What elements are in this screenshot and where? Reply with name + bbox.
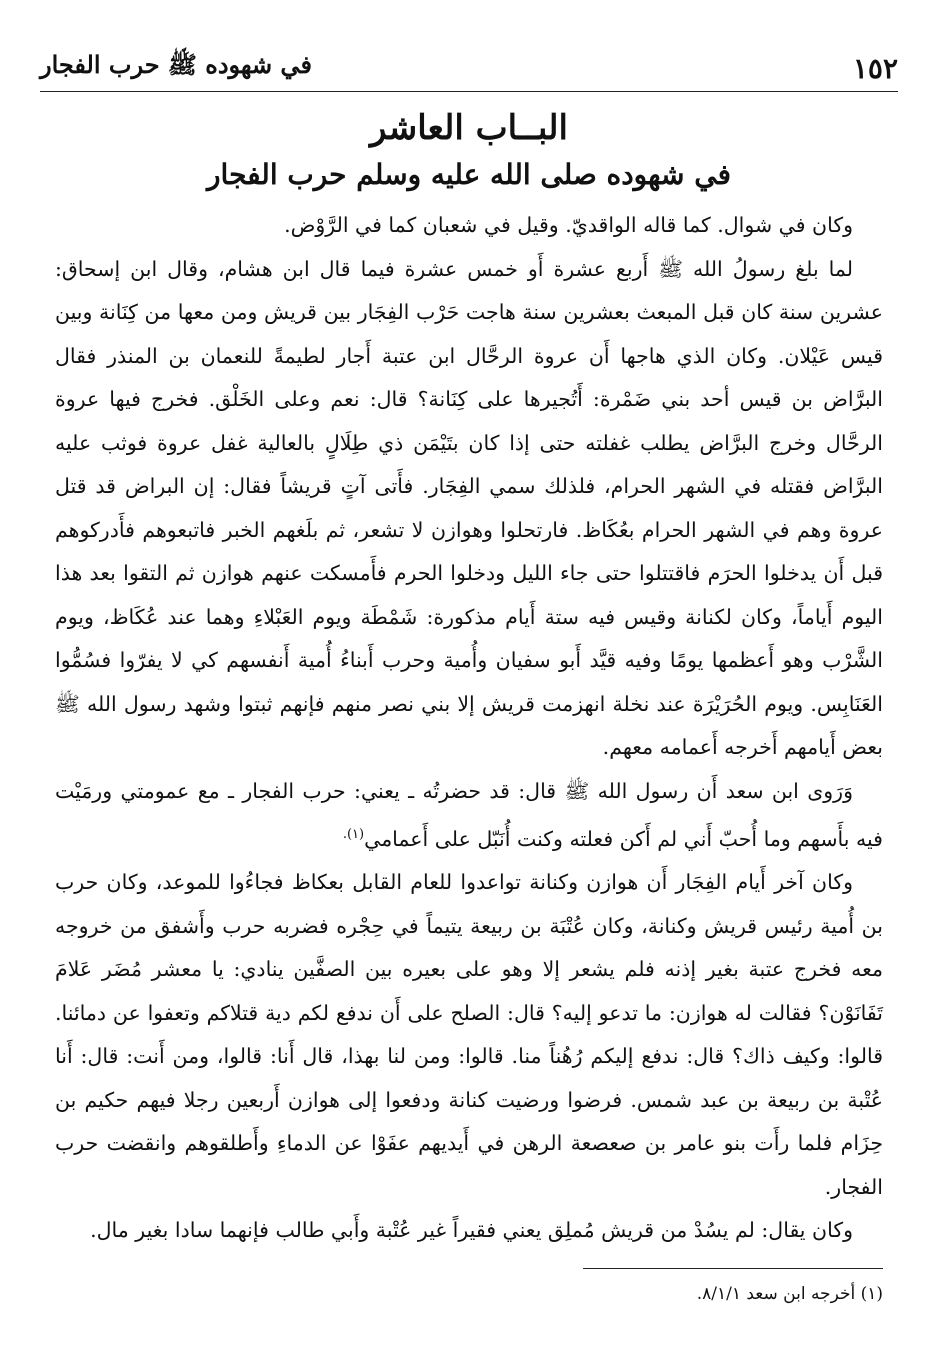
footnote-divider — [583, 1268, 883, 1269]
paragraph: وكان آخر أَيام الفِجَار أَن هوازن وكنانة تواعدوا للعام القابل بعكاظ فجاءُوا للموعد، وكان حرب بن أُمية رئيس قريش وكنانة، وكان عُتْبَة بن ربيعة يتيماً في حِجْره فضربه حرب وأَشفق من خروجه معه فخرج عتبة بغير إذنه فلم يشعر إلا وهو على بعيره بين الصفَّين ينادي: يا معشر مُضَر عَلامَ تَفَانَوْن؟ فقالت له هوازن: ما تدعو إليه؟ قال: الصلح على أَن ندفع لكم دية قتلاكم وتعفوا عن دمائنا. قالوا: وكيف ذاك؟ قال: ندفع إليكم رُهُناً منا. قالوا: ومن لنا بهذا، قال أَنا: قالوا، ومن أَنت: قال: أَنا عُتْبة بن ربيعة بن عبد شمس. فرضوا ورضيت كنانة ودفعوا إلى هوازن أَربعين رجلا فيهم حكيم بن حِزَام فلما رأَت بنو عامر بن صعصعة الرهن في أَيديهم عفَوْا عن الدماءِ وأَطلقوهم وانقضت حرب الفجار. — [55, 870, 883, 1199]
chapter-title: البــاب العاشر — [369, 108, 568, 148]
chapter-subtitle: في شهوده صلى الله عليه وسلم حرب الفجار — [207, 158, 731, 191]
footnote-marker: (١). — [342, 827, 365, 842]
body-text — [55, 204, 883, 1253]
footnote: (١) أخرجه ابن سعد ٨/١/١. — [696, 1284, 883, 1304]
page-number: ١٥٢ — [852, 52, 898, 85]
paragraph: وكان في شوال. كما قاله الواقديّ. وقيل في شعبان كما في الرَّوْض. — [284, 213, 853, 237]
paragraph: لما بلغ رسولُ الله ﷺ أَربع عشرة أَو خمس عشرة فيما قال ابن هشام، وقال ابن إسحاق: عشرين سنة كان قبل المبعث بعشرين سنة هاجت حَرْب الفِجَار بين قريش ومن معها من كِنَانة وبين قيس عَيْلان. وكان الذي هاجها أَن عروة الرحَّال ابن عتبة أَجار لطيمةً للنعمان بن المنذر فقال البرَّاض بن قيس أحد بني ضَمْرة: أَتُجيرها على كِنَانة؟ قال: نعم وعلى الخَلْق. فخرج فيها عروة الرحَّال وخرج البرَّاض يطلب غفلته حتى إذا كان بتَيْمَن ذي طِلَالٍ بالعالية غفل عروة فوثب عليه البرَّاض فقتله في الشهر الحرام، فلذلك سمي الفِجَار. فأَتى آتٍ قريشاً فقال: إن البراض قد قتل عروة وهم في الشهر الحرام بعُكَاظ. فارتحلوا وهوازن لا تشعر، ثم بلَغهم الخبر فاتبعوهم فأَدركوهم قبل أَن يدخلوا الحرَم فاقتتلوا حتى جاء الليل ودخلوا الحرم فأَمسكت عنهم هوازن ثم التقوا بعد هذا اليوم أَياماً، وكان لكنانة وقيس فيه ستة أَيام مذكورة: شَمْطَة ويوم العَبْلاءِ وهما عند عُكَاظ، ويوم الشَّرْب وهو أَعظمها يومًا وفيه قيَّد أَبو سفيان وأُمية وحرب أَبناءُ أُمية أَنفسهم كي لا يفرّوا فسُمُّوا العَنَابِس. ويوم الحُرَيْرَة عند نخلة انهزمت قريش إلا بني نصر منهم فإنهم ثبتوا وشهد رسول الله ﷺ بعض أَيامهم أَخرجه أَعمامه معهم. — [55, 256, 883, 759]
page-header — [40, 40, 898, 92]
paragraph — [55, 770, 883, 862]
paragraph-text: وَرَوى ابن سعد أَن رسول الله ﷺ قال: قد حضرتُه ـ يعني: حرب الفجار ـ مع عمومتي ورمَيْت فيه بأَسهم وما أُحبّ أَني لم أَكن فعلته وكنت أُنَبّل على أَعمامي — [55, 778, 883, 851]
paragraph: وكان يقال: لم يسُدْ من قريش مُملِق يعني فقيراً غير عُتْبة وأَبي طالب فإنهما سادا بغير مال. — [90, 1218, 853, 1243]
running-title: في شهوده ﷺ حرب الفجار — [40, 50, 312, 79]
